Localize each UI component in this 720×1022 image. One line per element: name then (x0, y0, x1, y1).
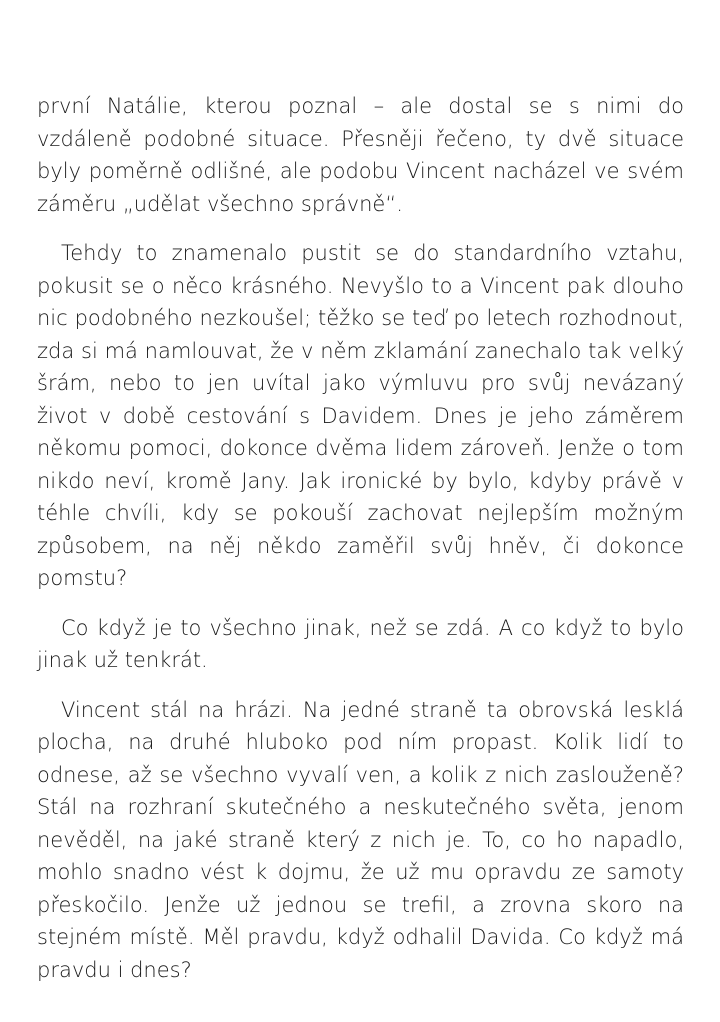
paragraph-2: Tehdy to znamenalo pustit se do standardního vztahu, pokusit se o něco krásného. Nevyšlo to a Vincent pak dlouho nic podobného nezkoušel; těžko se teď po letech rozhodnout, zda si má namlouvat, že v něm zklamání zanechalo tak velký šrám, nebo to jen uvítal jako výmluvu pro svůj nevázaný život v době cestování s Davidem. Dnes je jeho záměrem někomu pomoci, dokonce dvěma lidem zároveň. Jenže o tom nikdo neví, kromě Jany. Jak ironické by bylo, kdyby právě v téhle chvíli, kdy se pokouší zachovat nejlepším možným způsobem, na něj někdo zaměřil svůj hněv, či dokonce pomstu? (37, 241, 684, 590)
paragraph-4: Vincent stál na hrázi. Na jedné straně ta obrovská lesklá plocha, na druhé hluboko pod ním propast. Kolik lidí to odnese, až se všechno vyvalí ven, a kolik z nich zaslouženě? Stál na rozhraní skutečného a neskutečného světa, jenom nevěděl, na jaké straně který z nich je. To, co ho napadlo, mohlo snadno vést k dojmu, že už mu opravdu ze samoty přeskočilo. Jenže už jednou se trefil, a zrovna skoro na stejném místě. Měl pravdu, když odhalil Davida. Co když má pravdu i dnes? (37, 697, 684, 982)
paragraph-1: první Natálie, kterou poznal – ale dostal se s nimi do vzdáleně podobné situace. Přesněji řečeno, ty dvě situace byly poměrně odlišné, ale podobu Vincent nacházel ve svém záměru „udělat všechno správně“. (37, 94, 684, 216)
page-body (37, 90, 684, 1003)
paragraph-3: Co když je to všechno jinak, než se zdá. A co když to bylo jinak už tenkrát. (37, 615, 684, 672)
